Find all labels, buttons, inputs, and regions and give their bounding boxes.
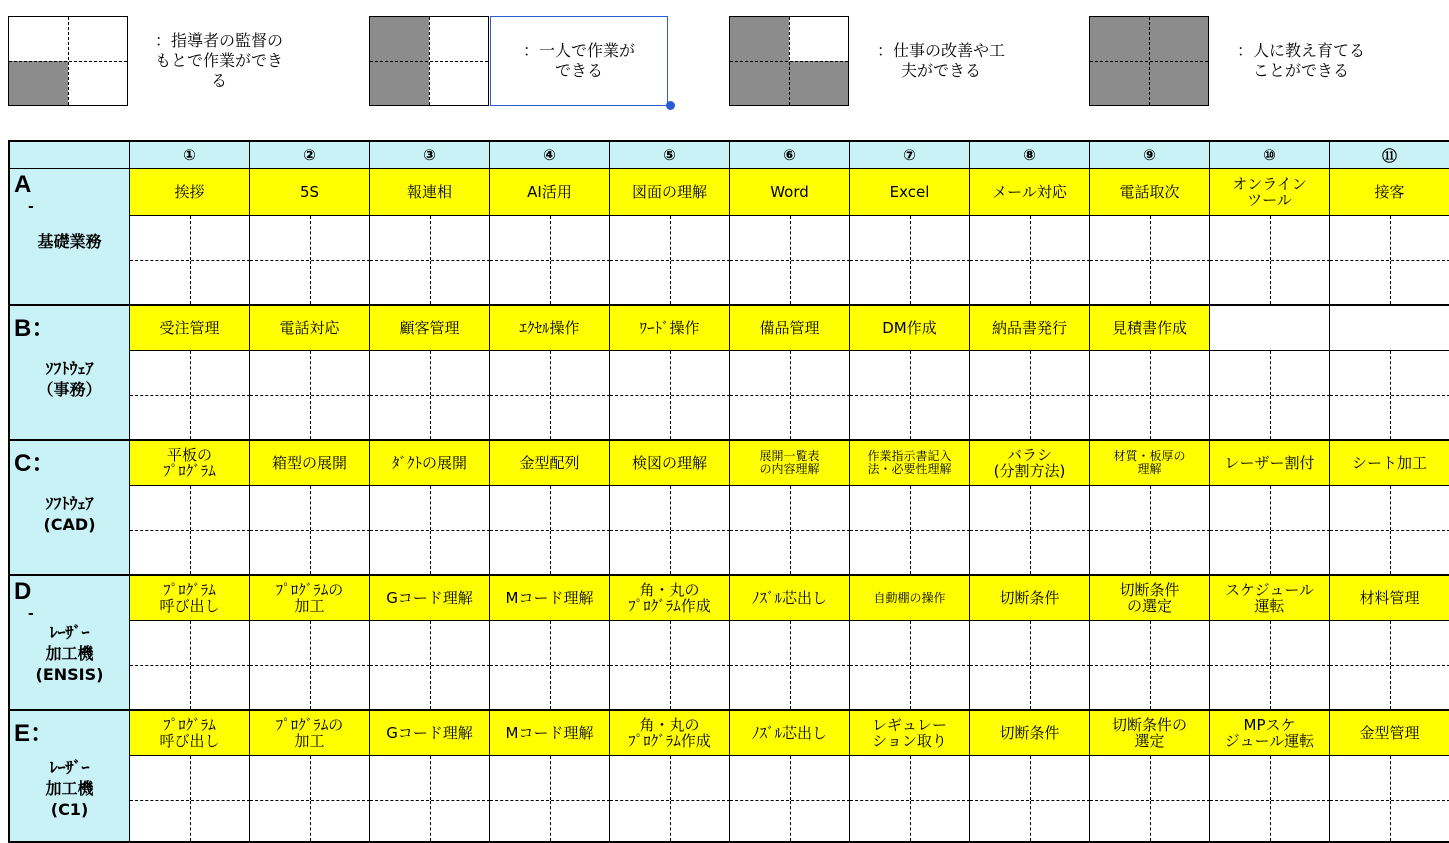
skill-level-cell[interactable] <box>610 486 730 531</box>
skill-label[interactable]: 顧客管理 <box>370 306 490 351</box>
category-cell <box>10 306 130 441</box>
skill-level-cell[interactable] <box>850 216 970 261</box>
skill-label <box>1210 306 1330 351</box>
skill-level-cell[interactable] <box>1090 801 1210 843</box>
skill-level-cell[interactable] <box>970 351 1090 396</box>
column-header: ① <box>130 142 250 169</box>
legend-swatch-independent <box>369 16 489 106</box>
skill-label[interactable]: Gコード理解 <box>370 711 490 756</box>
skill-level-cell[interactable] <box>610 531 730 576</box>
skill-label[interactable]: ﾜｰﾄﾞ操作 <box>610 306 730 351</box>
skill-label[interactable]: 挨拶 <box>130 169 250 216</box>
skill-level-cell[interactable] <box>1330 801 1449 843</box>
skill-label[interactable]: 見積書作成 <box>1090 306 1210 351</box>
category-cell <box>10 576 130 711</box>
skill-label[interactable]: 納品書発行 <box>970 306 1090 351</box>
skill-level-cell[interactable] <box>250 756 370 801</box>
skill-level-cell[interactable] <box>130 396 250 441</box>
skill-level-cell[interactable] <box>250 351 370 396</box>
skill-label[interactable]: 材質・板厚の 理解 <box>1090 441 1210 486</box>
category-name: 基礎業務 <box>37 232 102 251</box>
skill-level-cell[interactable] <box>730 531 850 576</box>
skill-label[interactable]: 平板の ﾌﾟﾛｸﾞﾗﾑ <box>130 441 250 486</box>
column-header: ⑥ <box>730 142 850 169</box>
skill-label[interactable]: レーザー割付 <box>1210 441 1330 486</box>
skill-level-cell[interactable] <box>730 261 850 306</box>
skill-level-cell[interactable] <box>490 351 610 396</box>
skill-level-cell[interactable] <box>250 486 370 531</box>
skill-level-cell[interactable] <box>970 666 1090 711</box>
skill-level-cell[interactable] <box>730 216 850 261</box>
skill-level-cell[interactable] <box>1330 531 1449 576</box>
skill-level-cell[interactable] <box>1330 621 1449 666</box>
skill-label[interactable]: 金型管理 <box>1330 711 1449 756</box>
category-cell <box>10 711 130 843</box>
selection-handle[interactable] <box>666 101 675 110</box>
skill-label[interactable]: Word <box>730 169 850 216</box>
skill-level-cell[interactable] <box>1330 396 1449 441</box>
skill-label[interactable]: Mコード理解 <box>490 711 610 756</box>
skill-level-cell[interactable] <box>1210 396 1330 441</box>
column-header: ⑨ <box>1090 142 1210 169</box>
skill-level-cell[interactable] <box>1210 621 1330 666</box>
column-header: ③ <box>370 142 490 169</box>
skill-label[interactable]: 材料管理 <box>1330 576 1449 621</box>
skill-level-cell[interactable] <box>610 351 730 396</box>
skill-label[interactable]: 備品管理 <box>730 306 850 351</box>
category-letter: E： <box>14 720 55 747</box>
skill-level-cell[interactable] <box>1210 486 1330 531</box>
skill-label[interactable]: Excel <box>850 169 970 216</box>
skill-level-cell[interactable] <box>370 261 490 306</box>
category-cell <box>10 441 130 576</box>
skill-label[interactable]: 検図の理解 <box>610 441 730 486</box>
skill-label[interactable]: 電話取次 <box>1090 169 1210 216</box>
skill-label[interactable]: 5S <box>250 169 370 216</box>
skill-level-cell[interactable] <box>490 531 610 576</box>
skill-level-cell[interactable] <box>490 396 610 441</box>
skill-level-cell[interactable] <box>970 621 1090 666</box>
skill-label[interactable]: ﾀﾞｸﾄの展開 <box>370 441 490 486</box>
skill-level-cell[interactable] <box>370 621 490 666</box>
skill-label[interactable]: ﾌﾟﾛｸﾞﾗﾑ 呼び出し <box>130 576 250 621</box>
skill-level-cell[interactable] <box>1090 531 1210 576</box>
skill-level-cell[interactable] <box>610 666 730 711</box>
skill-level-cell[interactable] <box>1090 216 1210 261</box>
column-header: ② <box>250 142 370 169</box>
skill-level-cell[interactable] <box>1210 216 1330 261</box>
skill-level-cell[interactable] <box>490 261 610 306</box>
skill-level-cell[interactable] <box>850 486 970 531</box>
skill-level-cell[interactable] <box>250 396 370 441</box>
skill-level-cell[interactable] <box>970 216 1090 261</box>
skill-level-cell[interactable] <box>370 216 490 261</box>
skill-label[interactable]: メール対応 <box>970 169 1090 216</box>
category-name: ﾚｰｻﾞｰ 加工機 (ENSIS) <box>35 623 104 684</box>
skill-level-cell[interactable] <box>730 621 850 666</box>
skill-level-cell[interactable] <box>370 396 490 441</box>
category-letter: A <box>14 171 32 198</box>
legend-label-teach: ：人に教え育てる ことができる <box>1236 41 1365 80</box>
skill-level-cell[interactable] <box>130 801 250 843</box>
skill-label[interactable]: 切断条件の 選定 <box>1090 711 1210 756</box>
skill-level-cell[interactable] <box>1330 216 1449 261</box>
skill-level-cell[interactable] <box>370 666 490 711</box>
skill-level-cell[interactable] <box>370 486 490 531</box>
category-dash: - <box>28 606 34 622</box>
skill-level-cell[interactable] <box>130 261 250 306</box>
category-cell <box>10 169 130 306</box>
skill-level-cell[interactable] <box>1090 756 1210 801</box>
skill-level-cell[interactable] <box>130 666 250 711</box>
skill-label[interactable]: オンライン ツール <box>1210 169 1330 216</box>
skill-label[interactable]: 報連相 <box>370 169 490 216</box>
skill-level-cell[interactable] <box>250 261 370 306</box>
skill-level-cell[interactable] <box>610 216 730 261</box>
skill-label[interactable]: ﾌﾟﾛｸﾞﾗﾑの 加工 <box>250 576 370 621</box>
skill-level-cell[interactable] <box>250 621 370 666</box>
skill-label[interactable]: MPスケ ジュール運転 <box>1210 711 1330 756</box>
skill-level-cell[interactable] <box>1210 351 1330 396</box>
skill-level-cell[interactable] <box>1090 396 1210 441</box>
skill-label[interactable]: ﾌﾟﾛｸﾞﾗﾑの 加工 <box>250 711 370 756</box>
skill-level-cell[interactable] <box>1210 756 1330 801</box>
skill-level-cell[interactable] <box>370 351 490 396</box>
skill-label[interactable]: 展開一覧表 の内容理解 <box>730 441 850 486</box>
column-header: ⑧ <box>970 142 1090 169</box>
skill-level-cell[interactable] <box>1090 351 1210 396</box>
skill-level-cell[interactable] <box>1090 666 1210 711</box>
skill-label[interactable]: バラシ (分割方法) <box>970 441 1090 486</box>
skill-level-cell[interactable] <box>490 801 610 843</box>
skill-level-cell[interactable] <box>730 801 850 843</box>
skill-label[interactable]: ﾉｽﾞﾙ芯出し <box>730 576 850 621</box>
legend-swatch-teach <box>1089 16 1209 106</box>
legend-label-improve: ：仕事の改善や工 夫ができる <box>876 41 1005 80</box>
skill-level-cell[interactable] <box>250 216 370 261</box>
skill-level-cell[interactable] <box>130 531 250 576</box>
skill-level-cell[interactable] <box>1330 666 1449 711</box>
legend-label-supervised: ：指導者の監督の もとで作業ができ る <box>154 31 283 90</box>
skill-level-cell[interactable] <box>610 396 730 441</box>
skill-level-cell[interactable] <box>1090 621 1210 666</box>
skill-level-cell[interactable] <box>850 801 970 843</box>
skill-level-cell[interactable] <box>970 261 1090 306</box>
skill-level-cell[interactable] <box>1330 756 1449 801</box>
column-header: ⑩ <box>1210 142 1330 169</box>
legend-label-independent[interactable]: ：一人で作業が できる <box>490 16 668 106</box>
skill-level-cell[interactable] <box>970 531 1090 576</box>
legend-swatch-supervised <box>8 16 128 106</box>
skill-label[interactable]: AI活用 <box>490 169 610 216</box>
skill-level-cell[interactable] <box>130 351 250 396</box>
skill-level-cell[interactable] <box>1210 666 1330 711</box>
skill-level-cell[interactable] <box>130 486 250 531</box>
skill-level-cell[interactable] <box>250 801 370 843</box>
skill-level-cell[interactable] <box>610 801 730 843</box>
skill-level-cell[interactable] <box>370 756 490 801</box>
skill-level-cell[interactable] <box>1210 801 1330 843</box>
column-header: ⑪ <box>1330 142 1449 169</box>
skill-label[interactable]: 箱型の展開 <box>250 441 370 486</box>
skill-level-cell[interactable] <box>490 216 610 261</box>
skill-label[interactable]: 受注管理 <box>130 306 250 351</box>
skill-level-cell[interactable] <box>730 666 850 711</box>
skill-level-cell[interactable] <box>850 351 970 396</box>
skill-label[interactable]: レギュレー ション取り <box>850 711 970 756</box>
skill-level-cell[interactable] <box>850 756 970 801</box>
skill-level-cell[interactable] <box>250 666 370 711</box>
skill-level-cell[interactable] <box>970 396 1090 441</box>
skill-label[interactable]: 切断条件 <box>970 711 1090 756</box>
skill-label[interactable]: 図面の理解 <box>610 169 730 216</box>
skill-level-cell[interactable] <box>730 351 850 396</box>
skill-label[interactable]: 接客 <box>1330 169 1449 216</box>
skill-level-cell[interactable] <box>610 756 730 801</box>
skill-level-cell[interactable] <box>730 486 850 531</box>
column-header: ⑤ <box>610 142 730 169</box>
skill-level-cell[interactable] <box>130 621 250 666</box>
skill-level-cell[interactable] <box>1090 486 1210 531</box>
skill-label[interactable]: ﾉｽﾞﾙ芯出し <box>730 711 850 756</box>
skill-level-cell[interactable] <box>730 396 850 441</box>
skill-label[interactable]: 切断条件 の選定 <box>1090 576 1210 621</box>
skill-level-cell[interactable] <box>370 801 490 843</box>
skill-level-cell[interactable] <box>970 756 1090 801</box>
skill-label <box>1330 306 1449 351</box>
skill-label[interactable]: 切断条件 <box>970 576 1090 621</box>
skill-level-cell[interactable] <box>850 531 970 576</box>
skill-level-cell[interactable] <box>250 531 370 576</box>
category-name: ｿﾌﾄｳｪｱ (CAD) <box>43 494 96 534</box>
skill-level-cell[interactable] <box>1330 261 1449 306</box>
skill-label[interactable]: Gコード理解 <box>370 576 490 621</box>
skill-label[interactable]: 作業指示書記入 法・必要性理解 <box>850 441 970 486</box>
skill-level-cell[interactable] <box>850 621 970 666</box>
skill-level-cell[interactable] <box>490 666 610 711</box>
category-name: ﾚｰｻﾞｰ 加工機 (C1) <box>45 758 94 819</box>
skill-level-cell[interactable] <box>1330 486 1449 531</box>
column-header: ④ <box>490 142 610 169</box>
skill-label[interactable]: Mコード理解 <box>490 576 610 621</box>
category-letter: B： <box>14 315 56 342</box>
skill-level-cell[interactable] <box>370 531 490 576</box>
skill-level-cell[interactable] <box>850 666 970 711</box>
skill-label[interactable]: DM作成 <box>850 306 970 351</box>
skill-level-cell[interactable] <box>490 621 610 666</box>
skill-label[interactable]: 角・丸の ﾌﾟﾛｸﾞﾗﾑ作成 <box>610 576 730 621</box>
skill-level-cell[interactable] <box>610 261 730 306</box>
skill-label[interactable]: スケジュール 運転 <box>1210 576 1330 621</box>
skill-level-cell[interactable] <box>1210 531 1330 576</box>
skill-level-cell[interactable] <box>490 756 610 801</box>
skill-level-cell[interactable] <box>1330 351 1449 396</box>
skill-level-cell[interactable] <box>850 261 970 306</box>
category-letter: C： <box>14 450 56 477</box>
skill-label[interactable]: 角・丸の ﾌﾟﾛｸﾞﾗﾑ作成 <box>610 711 730 756</box>
skill-level-cell[interactable] <box>970 486 1090 531</box>
skill-level-cell[interactable] <box>1090 261 1210 306</box>
skill-level-cell[interactable] <box>1210 261 1330 306</box>
skill-level-cell[interactable] <box>130 216 250 261</box>
skill-matrix <box>8 140 1449 843</box>
skill-label[interactable]: 自動棚の操作 <box>850 576 970 621</box>
skill-label[interactable]: 電話対応 <box>250 306 370 351</box>
skill-label[interactable]: ﾌﾟﾛｸﾞﾗﾑ 呼び出し <box>130 711 250 756</box>
skill-level-cell[interactable] <box>130 756 250 801</box>
skill-level-cell[interactable] <box>850 396 970 441</box>
legend-swatch-improve <box>729 16 849 106</box>
category-dash: - <box>28 199 34 215</box>
skill-label[interactable]: シート加工 <box>1330 441 1449 486</box>
skill-level-cell[interactable] <box>970 801 1090 843</box>
skill-level-cell[interactable] <box>490 486 610 531</box>
column-header: ⑦ <box>850 142 970 169</box>
category-letter: D <box>14 578 32 605</box>
skill-label[interactable]: 金型配列 <box>490 441 610 486</box>
category-name: ｿﾌﾄｳｪｱ （事務） <box>37 359 102 399</box>
corner-cell <box>10 142 130 169</box>
skill-level-cell[interactable] <box>610 621 730 666</box>
skill-label[interactable]: ｴｸｾﾙ操作 <box>490 306 610 351</box>
skill-level-cell[interactable] <box>730 756 850 801</box>
